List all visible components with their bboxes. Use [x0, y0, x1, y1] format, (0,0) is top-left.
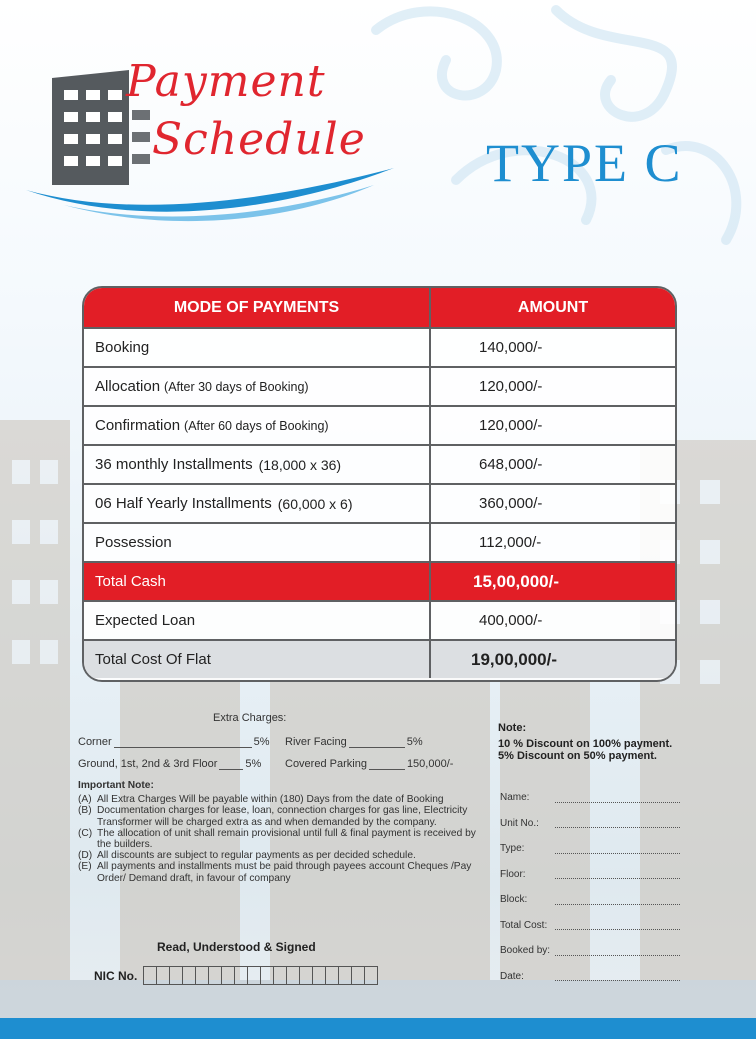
form-field-block[interactable]: Block: — [500, 887, 730, 913]
total-cost-amount: 19,00,000/- — [471, 649, 558, 669]
column-header-mode: MODE OF PAYMENTS — [84, 288, 431, 327]
list-item: (D) All discounts are subject to regular payments as per decided schedule. — [78, 850, 416, 862]
total-cost-row — [84, 639, 675, 678]
extra-charge-value: 5% — [253, 736, 270, 748]
important-note — [78, 780, 478, 884]
extra-charges-title: Extra Charges: — [213, 712, 287, 724]
row-amount: 360,000/- — [479, 495, 543, 512]
bottom-bar — [0, 1018, 756, 1039]
table-row — [84, 444, 675, 483]
row-mode-note: (18,000 x 36) — [258, 456, 342, 473]
form-field-total-cost[interactable]: Total Cost: — [500, 913, 730, 939]
row-mode-label: Possession — [95, 534, 172, 551]
form-field-date[interactable]: Date: — [500, 964, 730, 990]
row-mode-note: (After 30 days of Booking) — [164, 379, 309, 394]
extra-charge-parking — [285, 758, 453, 770]
nic-input-boxes[interactable] — [143, 966, 378, 985]
row-mode-label: Allocation — [95, 378, 161, 395]
list-item: (C) The allocation of unit shall remain provisional until full & final payment is received by the builders. — [78, 827, 476, 851]
row-mode-label: Expected Loan — [95, 612, 196, 629]
form-field-booked-by[interactable]: Booked by: — [500, 938, 730, 964]
table-row — [84, 405, 675, 444]
discount-line: 10 % Discount on 100% payment. — [498, 738, 673, 750]
form-field-floor[interactable]: Floor: — [500, 862, 730, 888]
form-field-type[interactable]: Type: — [500, 836, 730, 862]
table-row — [84, 366, 675, 405]
row-mode-label: Confirmation — [95, 417, 181, 434]
extra-charge-label: Corner — [78, 736, 112, 748]
note-title: Note: — [498, 722, 527, 734]
row-mode-label: 06 Half Yearly Installments — [95, 495, 272, 512]
nic-label: NIC No. — [94, 968, 138, 983]
extra-charge-value: 5% — [245, 758, 262, 770]
list-item: (B) Documentation charges for lease, loan, connection charges for gas line, Electricity Transformer will be charged extra as and when demanded by the company. — [78, 805, 468, 828]
list-item: (E) All payments and installments must be paid through payees account Cheques /Pay Order/ Demand draft, in favour of company — [78, 861, 472, 884]
extra-charge-value: 150,000/- — [406, 758, 454, 770]
discount-line: 5% Discount on 50% payment. — [498, 750, 657, 762]
table-row — [84, 522, 675, 561]
row-mode-label: 36 monthly Installments — [95, 456, 253, 473]
list-item: (A) All Extra Charges Will be payable within (180) Days from the date of Booking — [78, 794, 444, 806]
extra-charge-floor — [78, 758, 261, 770]
booking-form — [500, 785, 730, 989]
row-mode-label: Booking — [95, 339, 150, 356]
type-title: TYPE C — [486, 133, 683, 193]
row-amount: 112,000/- — [479, 534, 542, 551]
payment-schedule-logo — [24, 40, 404, 230]
row-amount: 400,000/- — [479, 612, 543, 629]
row-mode-note: (60,000 x 6) — [277, 495, 353, 512]
total-cash-amount: 15,00,000/- — [473, 571, 560, 591]
discount-note — [498, 722, 672, 762]
form-field-name[interactable]: Name: — [500, 785, 730, 811]
extra-charge-label: Covered Parking — [285, 758, 367, 770]
important-note-title: Important Note: — [78, 780, 154, 791]
row-amount: 120,000/- — [479, 417, 543, 434]
extra-charge-river — [285, 736, 423, 748]
nic-field — [94, 966, 378, 985]
row-amount: 648,000/- — [479, 456, 543, 473]
row-amount: 120,000/- — [479, 378, 543, 395]
row-mode-label: Total Cash — [95, 573, 166, 590]
logo-title-line1: Payment — [126, 56, 326, 107]
total-cash-row — [84, 561, 675, 600]
table-header — [84, 288, 675, 327]
row-mode-note: (After 60 days of Booking) — [184, 418, 329, 433]
payment-table — [82, 286, 677, 682]
column-header-amount: AMOUNT — [517, 298, 589, 316]
logo-title-line2: Schedule — [152, 114, 366, 165]
table-row — [84, 327, 675, 366]
extra-charge-label: Ground, 1st, 2nd & 3rd Floor — [78, 758, 218, 770]
form-field-unit-no[interactable]: Unit No.: — [500, 811, 730, 837]
extra-charge-corner — [78, 736, 270, 748]
signed-label: Read, Understood & Signed — [157, 940, 316, 954]
extra-charge-value: 5% — [406, 736, 423, 748]
row-amount: 140,000/- — [479, 339, 543, 356]
extra-charge-label: River Facing — [285, 736, 347, 748]
table-row — [84, 600, 675, 639]
table-row — [84, 483, 675, 522]
row-mode-label: Total Cost Of Flat — [95, 651, 211, 668]
